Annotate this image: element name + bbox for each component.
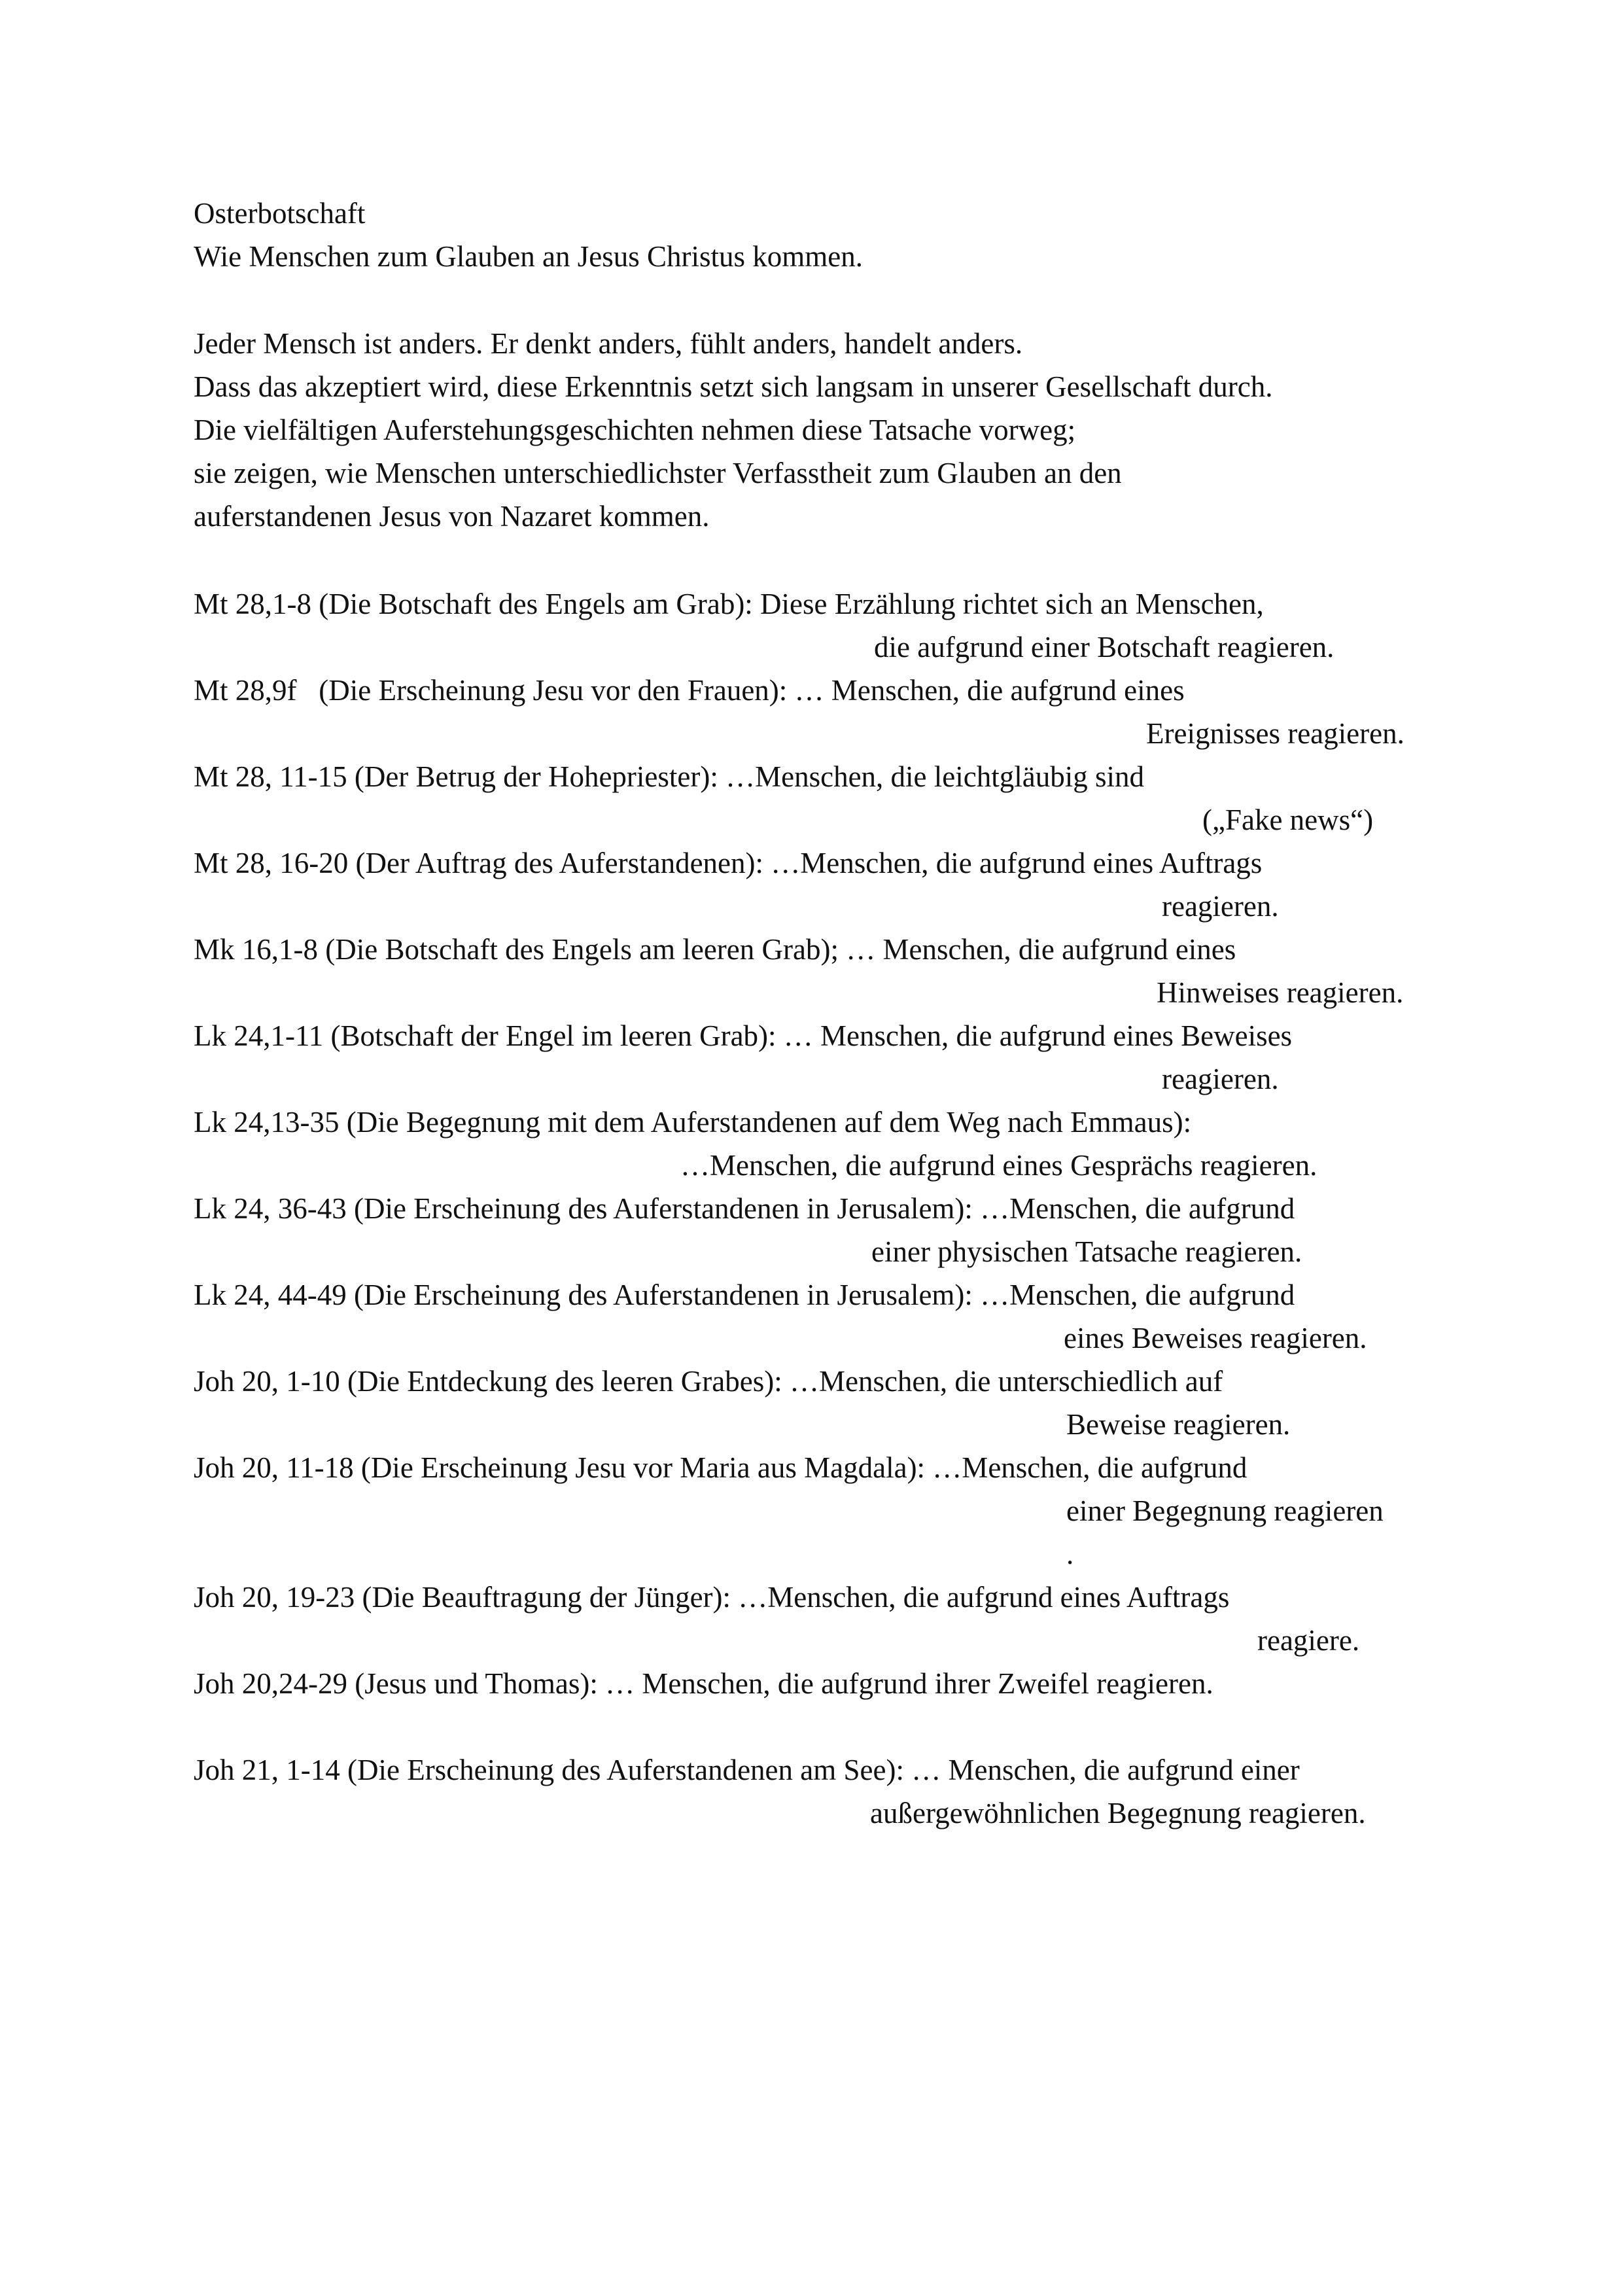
entry-reference-line: Mt 28, 11-15 (Der Betrug der Hohepriester): …Menschen, die leichtgläubig sind [194,760,1144,793]
entry-reference-line: Mt 28, 16-20 (Der Auftrag des Auferstandenen): …Menschen, die aufgrund eines Auftrags [194,847,1263,879]
entry-continuation-line: („Fake news“) [1202,804,1374,836]
entry-continuation-line: die aufgrund einer Botschaft reagieren. [874,631,1335,663]
entry-continuation-line: reagieren. [1162,890,1279,923]
entry-reference-line: Mt 28,1-8 (Die Botschaft des Engels am Grab): Diese Erzählung richtet sich an Menschen, [194,588,1264,620]
entry-reference-line: Joh 20, 19-23 (Die Beauftragung der Jünger): …Menschen, die aufgrund eines Auftrags [194,1581,1230,1614]
intro-line: Dass das akzeptiert wird, diese Erkenntnis setzt sich langsam in unserer Gesellschaft durch. [194,370,1273,403]
entry-reference-line: Mt 28,9f (Die Erscheinung Jesu vor den Frauen): … Menschen, die aufgrund eines [194,674,1185,707]
entry-continuation-line: reagieren. [1162,1063,1279,1095]
intro-line: Die vielfältigen Auferstehungsgeschichten nehmen diese Tatsache vorweg; [194,414,1076,446]
entry-reference-line: Joh 20, 1-10 (Die Entdeckung des leeren Grabes): …Menschen, die unterschiedlich auf [194,1365,1223,1398]
entry-reference-line: Lk 24,13-35 (Die Begegnung mit dem Auferstandenen auf dem Weg nach Emmaus): [194,1106,1192,1139]
entry-continuation-line: außergewöhnlichen Begegnung reagieren. [870,1797,1366,1829]
intro-line: Jeder Mensch ist anders. Er denkt anders, fühlt anders, handelt anders. [194,327,1023,360]
entry-reference-line: Joh 20, 11-18 (Die Erscheinung Jesu vor Maria aus Magdala): …Menschen, die aufgrund [194,1451,1248,1484]
entry-reference-line: Lk 24, 36-43 (Die Erscheinung des Auferstandenen in Jerusalem): …Menschen, die aufgrund [194,1192,1295,1225]
entry-reference-line: Mk 16,1-8 (Die Botschaft des Engels am leeren Grab); … Menschen, die aufgrund eines [194,933,1236,966]
entry-trailing-period: . [1066,1538,1074,1570]
entry-continuation-line: …Menschen, die aufgrund eines Gesprächs reagieren. [680,1149,1318,1182]
entry-reference-line: Joh 21, 1-14 (Die Erscheinung des Auferstandenen am See): … Menschen, die aufgrund einer [194,1754,1300,1786]
entry-continuation-line: eines Beweises reagieren. [1064,1322,1367,1354]
entry-continuation-line: einer Begegnung reagieren [1066,1494,1384,1527]
entry-reference-line: Lk 24, 44-49 (Die Erscheinung des Auferstandenen in Jerusalem): …Menschen, die aufgrund [194,1279,1295,1311]
entry-continuation-line: reagiere. [1257,1624,1360,1657]
entry-continuation-line: Beweise reagieren. [1066,1408,1291,1441]
entry-continuation-line: Ereignisses reagieren. [1146,717,1405,750]
document-subtitle: Wie Menschen zum Glauben an Jesus Christus kommen. [194,240,864,273]
intro-line: sie zeigen, wie Menschen unterschiedlichster Verfasstheit zum Glauben an den [194,457,1122,489]
entry-reference-line: Lk 24,1-11 (Botschaft der Engel im leeren Grab): … Menschen, die aufgrund eines Beweises [194,1019,1293,1052]
intro-line: auferstandenen Jesus von Nazaret kommen. [194,500,710,533]
entry-continuation-line: Hinweises reagieren. [1157,976,1404,1009]
document-title: Osterbotschaft [194,197,366,230]
entry-reference-line: Joh 20,24-29 (Jesus und Thomas): … Menschen, die aufgrund ihrer Zweifel reagieren. [194,1667,1213,1700]
entry-continuation-line: einer physischen Tatsache reagieren. [871,1235,1302,1268]
